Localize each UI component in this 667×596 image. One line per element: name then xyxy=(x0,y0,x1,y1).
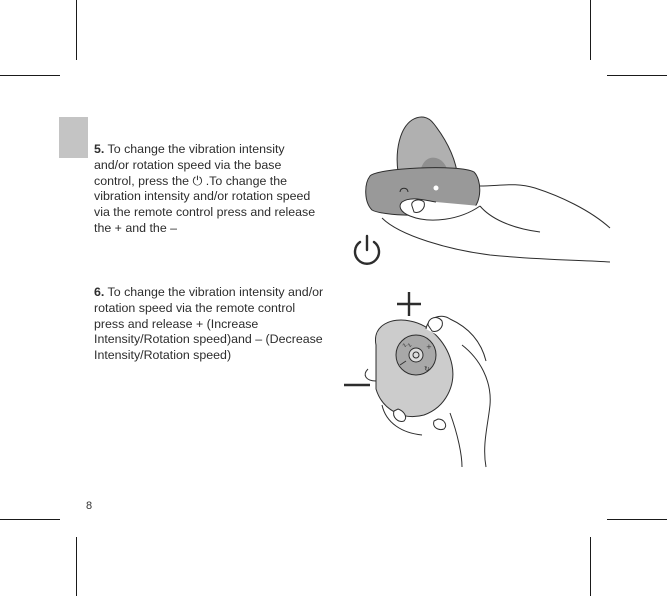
step-6-text: 6. To change the vibration intensity and/or rotation speed via the remote control press and release + (Increase Intensity/Rotation speed)and – (Decrease Intensity/Rotation speed) xyxy=(94,285,324,363)
plus-symbol-inline: + xyxy=(114,220,122,235)
page-number: 8 xyxy=(86,500,93,512)
step-5-text: 5. To change the vibration intensity and/or rotation speed via the base control, press the ⏻ .To change the vibration intensity and/or rotation speed via the remote control press and release the + and the – xyxy=(94,142,316,235)
step-number: 6. xyxy=(94,285,105,299)
svg-text:+: + xyxy=(426,343,432,351)
minus-symbol-inline: – xyxy=(170,220,178,235)
power-symbol-inline: ⏻ xyxy=(192,173,203,188)
crop-mark xyxy=(607,75,667,76)
crop-mark xyxy=(590,0,591,60)
power-icon xyxy=(351,233,383,267)
crop-mark xyxy=(0,75,60,76)
minus-symbol-inline: – xyxy=(255,332,263,347)
crop-mark xyxy=(0,519,60,520)
crop-mark xyxy=(607,519,667,520)
svg-text:∿∿: ∿∿ xyxy=(402,342,413,349)
step-number: 5. xyxy=(94,142,105,156)
svg-text:↻: ↻ xyxy=(424,365,430,373)
crop-mark xyxy=(590,537,591,596)
section-tab xyxy=(59,117,88,158)
remote-control-illustration xyxy=(362,305,542,470)
crop-mark xyxy=(76,0,77,60)
crop-mark xyxy=(76,537,77,596)
plus-symbol-inline: + xyxy=(195,316,204,331)
